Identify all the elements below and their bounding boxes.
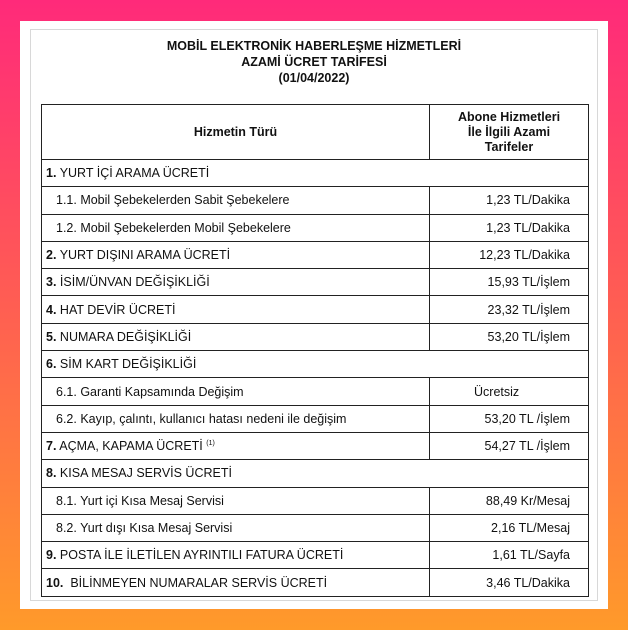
title-line-2: AZAMİ ÜCRET TARİFESİ <box>241 55 387 69</box>
row-label: İSİM/ÜNVAN DEĞİŞİKLİĞİ <box>59 275 210 290</box>
tariff-table <box>41 104 589 597</box>
table-row <box>42 323 589 350</box>
row-label: HAT DEVİR ÜCRETİ <box>59 302 176 317</box>
tariff-value: 1,23 TL/Dakika <box>430 187 589 214</box>
document-title <box>31 38 597 86</box>
footnote-marker: (1) <box>206 439 215 447</box>
service-cell <box>42 487 430 514</box>
tariff-value: 53,20 TL/İşlem <box>430 323 589 350</box>
row-label: BİLİNMEYEN NUMARALAR SERVİS ÜCRETİ <box>70 575 328 590</box>
tariff-value: 1,23 TL/Dakika <box>430 214 589 241</box>
row-label: 8.2. Yurt dışı Kısa Mesaj Servisi <box>56 521 233 535</box>
row-label: POSTA İLE İLETİLEN AYRINTILI FATURA ÜCRETİ <box>59 548 344 563</box>
service-cell <box>42 351 589 378</box>
row-number: 7. <box>46 439 57 454</box>
tariff-value: 12,23 TL/Dakika <box>430 241 589 268</box>
row-number: 2. <box>46 248 57 263</box>
row-label: 8.1. Yurt içi Kısa Mesaj Servisi <box>56 493 224 508</box>
table-row <box>42 514 589 541</box>
service-cell <box>42 569 430 596</box>
table-row <box>42 160 589 187</box>
tariff-value: 2,16 TL/Mesaj <box>430 514 589 541</box>
tariff-value: 1,61 TL/Sayfa <box>430 542 589 569</box>
service-cell <box>42 432 430 459</box>
row-label: AÇMA, KAPAMA ÜCRETİ <box>59 439 203 454</box>
service-cell <box>42 241 430 268</box>
tariff-value: 54,27 TL /İşlem <box>430 432 589 459</box>
service-cell <box>42 296 430 323</box>
row-number: 10. <box>46 575 64 590</box>
service-cell <box>42 187 430 214</box>
service-cell <box>42 514 430 541</box>
service-cell <box>42 160 589 187</box>
service-cell <box>42 460 589 487</box>
table-row <box>42 542 589 569</box>
row-label: YURT DIŞINI ARAMA ÜCRETİ <box>59 248 231 263</box>
table-row <box>42 405 589 432</box>
row-number: 6. <box>46 357 57 372</box>
tariff-value: 3,46 TL/Dakika <box>430 569 589 596</box>
service-cell <box>42 405 430 432</box>
row-number: 3. <box>46 275 57 290</box>
row-label: 1.1. Mobil Şebekelerden Sabit Şebekelere <box>56 193 290 208</box>
table-row <box>42 187 589 214</box>
table-row <box>42 569 589 596</box>
row-label: 6.1. Garanti Kapsamında Değişim <box>56 384 244 399</box>
service-cell <box>42 378 430 405</box>
max-tariff-header <box>430 105 589 160</box>
table-row <box>42 378 589 405</box>
row-number: 5. <box>46 329 57 344</box>
row-label: KISA MESAJ SERVİS ÜCRETİ <box>59 466 232 481</box>
row-label: NUMARA DEĞİŞİKLİĞİ <box>59 329 192 344</box>
service-cell <box>42 542 430 569</box>
table-header-row <box>42 105 589 160</box>
document-card <box>20 21 608 609</box>
row-label: 6.2. Kayıp, çalıntı, kullanıcı hatası nedeni ile değişim <box>56 411 347 426</box>
tariff-value: 53,20 TL /İşlem <box>430 405 589 432</box>
row-number: 8. <box>46 466 57 481</box>
tariff-value: 15,93 TL/İşlem <box>430 269 589 296</box>
table-row <box>42 214 589 241</box>
title-line-1: MOBİL ELEKTRONİK HABERLEŞME HİZMETLERİ <box>166 39 462 53</box>
service-cell <box>42 269 430 296</box>
table-row <box>42 269 589 296</box>
tariff-value: 88,49 Kr/Mesaj <box>430 487 589 514</box>
table-row <box>42 241 589 268</box>
table-row <box>42 351 589 378</box>
service-cell <box>42 323 430 350</box>
service-type-header: Hizmetin Türü <box>42 105 430 160</box>
table-row <box>42 296 589 323</box>
row-number: 1. <box>46 166 57 181</box>
row-label: YURT İÇİ ARAMA ÜCRETİ <box>59 166 210 181</box>
table-row <box>42 487 589 514</box>
tariff-document <box>30 29 598 601</box>
header-line: Abone Hizmetleri <box>457 109 561 124</box>
service-cell <box>42 214 430 241</box>
row-label: SİM KART DEĞİŞİKLİĞİ <box>59 357 197 372</box>
row-label: 1.2. Mobil Şebekelerden Mobil Şebekelere <box>56 220 291 235</box>
row-number: 9. <box>46 548 57 563</box>
header-line: İle İlgili Azami <box>467 124 551 139</box>
header-line: Tarifeler <box>484 139 534 154</box>
title-line-3: (01/04/2022) <box>278 71 350 85</box>
table-row <box>42 460 589 487</box>
table-row <box>42 432 589 459</box>
row-number: 4. <box>46 302 57 317</box>
tariff-value: Ücretsiz <box>430 378 589 405</box>
tariff-value: 23,32 TL/İşlem <box>430 296 589 323</box>
